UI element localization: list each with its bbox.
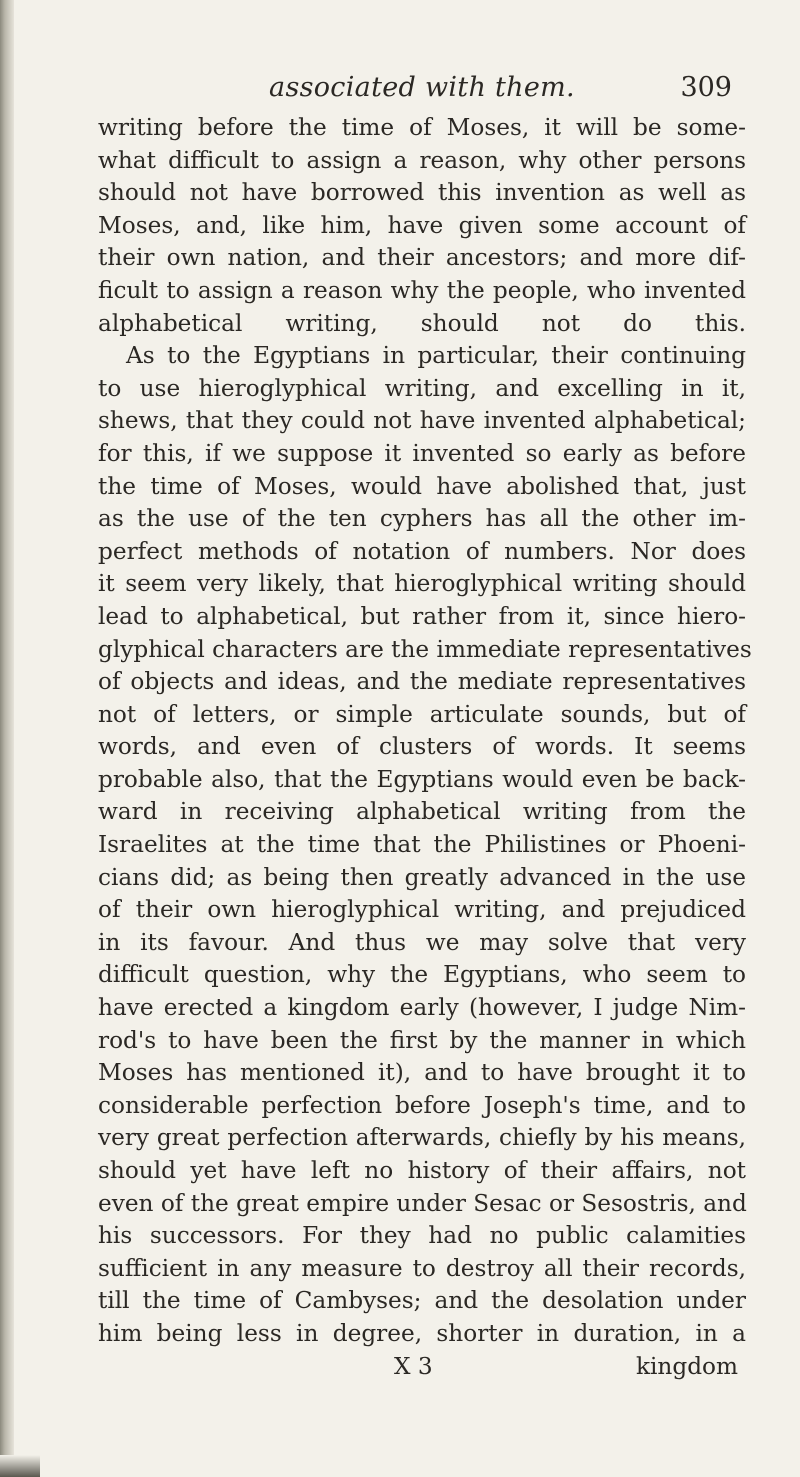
text-line: probable also, that the Egyptians would even be back-	[98, 765, 746, 793]
text-line: As to the Egyptians in particular, their continuing	[126, 342, 746, 370]
text-line: should not have borrowed this invention as well as	[98, 179, 746, 207]
text-line: his successors. For they had no public calamities	[98, 1222, 746, 1250]
text-line: the time of Moses, would have abolished that, just	[98, 472, 746, 500]
text-line: Israelites at the time that the Philistines or Phoeni-	[98, 831, 746, 859]
text-line: writing before the time of Moses, it will be some-	[98, 114, 746, 141]
text-line: difficult question, why the Egyptians, who seem to	[98, 961, 746, 989]
text-line: should yet have left no history of their affairs, not	[98, 1157, 746, 1184]
text-line: cians did; as being then greatly advanced in the use	[98, 863, 746, 891]
body-text	[98, 112, 752, 1351]
text-line: lead to alphabetical, but rather from it, since hiero-	[98, 602, 746, 630]
text-line: what difficult to assign a reason, why other persons	[98, 146, 746, 174]
page-binding-edge	[0, 0, 14, 1477]
page-number: 309	[680, 72, 732, 103]
text-line: for this, if we suppose it invented so early as before	[98, 439, 746, 467]
text-line: glyphical characters are the immediate representatives	[98, 635, 752, 663]
running-head	[98, 66, 746, 106]
text-line: even of the great empire under Sesac or Sesostris, and	[98, 1189, 747, 1217]
text-line: in its favour. And thus we may solve that very	[98, 928, 746, 956]
text-line: of objects and ideas, and the mediate representatives	[98, 668, 746, 696]
catchword: kingdom	[635, 1352, 738, 1380]
text-line: shews, that they could not have invented alphabetical;	[98, 407, 746, 435]
text-line: ward in receiving alphabetical writing from the	[98, 798, 746, 826]
running-title: associated with them.	[269, 72, 575, 103]
text-line: have erected a kingdom early (however, I judge Nim-	[98, 994, 746, 1022]
text-line: very great perfection afterwards, chiefly by his means,	[98, 1124, 746, 1152]
text-line: sufficient in any measure to destroy all their records,	[98, 1254, 746, 1282]
text-line: Moses, and, like him, have given some account of	[98, 211, 746, 239]
text-line: Moses has mentioned it), and to have brought it to	[98, 1059, 746, 1087]
text-line: to use hieroglyphical writing, and excelling in it,	[98, 374, 746, 402]
text-line: of their own hieroglyphical writing, and prejudiced	[98, 896, 746, 924]
catch-line	[98, 1351, 746, 1385]
signature-mark: X 3	[394, 1352, 433, 1380]
text-line: him being less in degree, shorter in duration, in a	[98, 1319, 746, 1347]
text-line: their own nation, and their ancestors; and more dif-	[98, 244, 746, 272]
text-line: till the time of Cambyses; and the desolation under	[98, 1287, 746, 1315]
text-line: not of letters, or simple articulate sounds, but of	[98, 700, 746, 728]
text-line: considerable perfection before Joseph's time, and to	[98, 1091, 746, 1119]
book-page	[98, 66, 752, 1385]
text-line: rod's to have been the first by the manner in which	[98, 1026, 746, 1054]
text-line: alphabetical writing, should not do this.	[98, 309, 746, 337]
text-line: perfect methods of notation of numbers. Nor does	[98, 537, 746, 565]
text-line: it seem very likely, that hieroglyphical writing should	[98, 570, 746, 598]
text-line: as the use of the ten cyphers has all the other im-	[98, 505, 746, 533]
text-line: ficult to assign a reason why the people, who invented	[98, 276, 746, 304]
text-line: words, and even of clusters of words. It seems	[98, 733, 746, 761]
page-binding-shadow	[0, 1455, 40, 1477]
